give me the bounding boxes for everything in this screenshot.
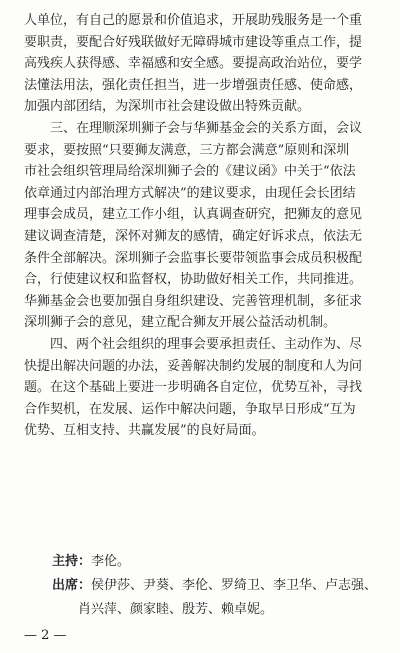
host-names: 李伦。 <box>91 554 131 569</box>
paragraph-line: 题。在这个基础上要进一步明确各自定位，优势互补，寻找 <box>24 380 363 396</box>
paragraph-line: 要职责，要配合好残联做好无障碍城市建设等重点工作，提 <box>24 34 363 50</box>
paragraph-line: 建议调查清楚，深怀对狮友的感情，确定好诉求点，依法无 <box>24 228 363 244</box>
paragraph-line: 人单位，有自己的愿景和价值追求，开展助残服务是一个重 <box>24 13 363 28</box>
page-number: — 2 — <box>24 628 67 643</box>
attendees-label: 出席： <box>52 578 92 593</box>
paragraph-line: 三、在理顺深圳狮子会与华狮基金会的关系方面，会议 <box>50 120 363 136</box>
paragraph-line: 依章通过内部治理方式解决”的建议要求，由现任会长团结 <box>24 185 356 201</box>
paragraph-line: 深圳狮子会的意见，建立配合狮友开展公益活动机制。 <box>24 315 337 331</box>
paragraph-line: 法懂法用法，强化责任担当，进一步增强责任感、使命感， <box>24 77 363 93</box>
body-text <box>24 10 379 442</box>
paragraph-line: 四、两个社会组织的理事会要承担责任、主动作为、尽 <box>50 336 363 352</box>
host-row <box>52 550 382 574</box>
paragraph-line: 理事会成员，建立工作小组，认真调查研究，把狮友的意见 <box>24 207 363 223</box>
paragraph-line: 市社会组织管理局给深圳狮子会的《建议函》中关于“依法 <box>24 164 356 180</box>
attendees-row-continued: 肖兴萍、颜家睦、殷芳、赖卓妮。 <box>78 602 274 617</box>
paragraph-line: 快提出解决问题的办法，妥善解决制约发展的制度和人为问 <box>24 358 363 374</box>
paragraph-line: 高残疾人获得感、幸福感和安全感。要提高政治站位，要学 <box>24 56 363 72</box>
attendees-names: 侯伊莎、尹葵、李伦、罗绮卫、李卫华、卢志强、 <box>91 578 378 593</box>
attendees-row <box>52 574 382 598</box>
paragraph-line: 优势、互相支持、共赢发展”的良好局面。 <box>24 423 265 439</box>
signoff-block <box>52 550 382 622</box>
paragraph-line: 合作契机，在发展、运作中解决问题，争取早日形成“互为 <box>24 401 356 417</box>
paragraph-line: 华狮基金会也要加强自身组织建设、完善管理机制，多征求 <box>24 293 363 309</box>
host-label: 主持： <box>52 554 92 569</box>
paragraph-line: 条件全部解决。深圳狮子会监事长要带领监事会成员积极配 <box>24 250 363 266</box>
paragraph-line: 加强内部团结，为深圳市社会建设做出特殊贡献。 <box>24 99 311 115</box>
paragraph-line: 要求，要按照“只要狮友满意，三方都会满意”原则和深圳 <box>24 142 350 158</box>
paragraph-line: 合，行使建议权和监督权，协助做好相关工作，共同推进。 <box>24 272 363 288</box>
